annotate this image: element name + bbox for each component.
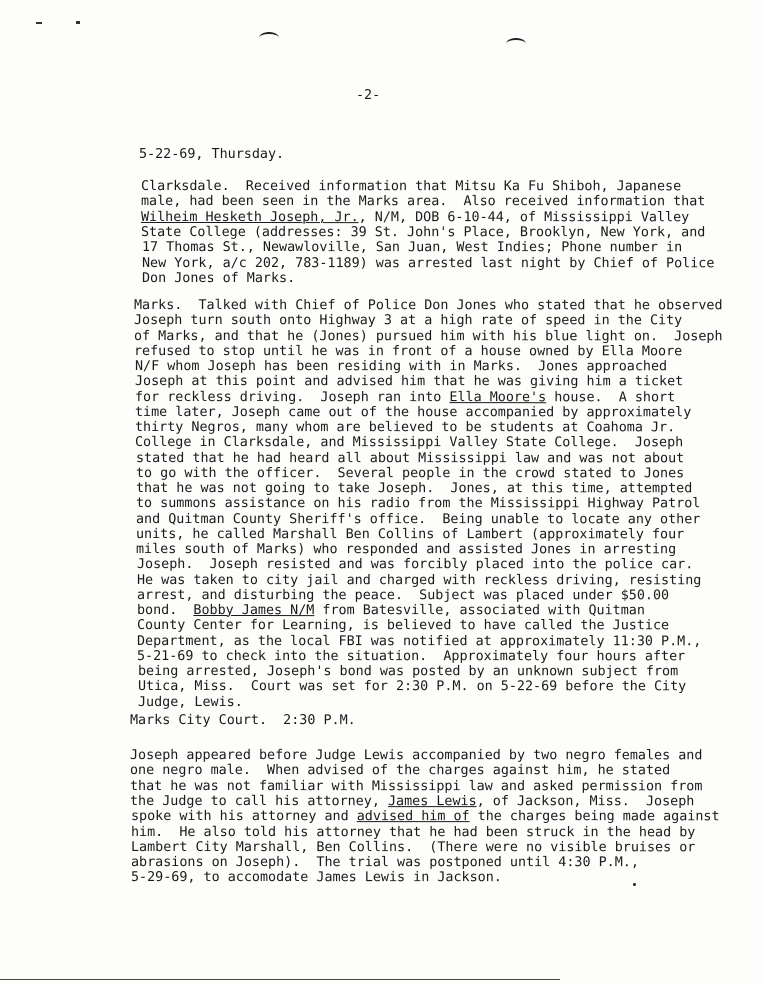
text-line: and Quitman County Sheriff's office. Being unable to locate any other [136, 511, 701, 527]
text-segment: spoke with his attorney and [130, 809, 357, 825]
text-line: thirty Negros, many whom are believed to be students at Coahoma Jr. [135, 420, 676, 436]
text-line [131, 809, 720, 824]
text-line: refused to stop until he was in front of a house owned by Ella Moore [134, 343, 683, 360]
text-line: Joseph appeared before Judge Lewis accompanied by two negro females and [129, 748, 703, 764]
text-segment: the Judge to call his attorney, [130, 793, 389, 809]
text-segment: bond. [136, 603, 194, 619]
text-line: Clarksdale. Received information that Mitsu Ka Fu Shiboh, Japanese [140, 179, 682, 195]
text-line: Marks. Talked with Chief of Police Don Jones who stated that he observed [133, 298, 723, 314]
text-line: him. He also told his attorney that he had been struck in the head by [130, 824, 696, 840]
text-line: one negro male. When advised of the charges against him, he stated [130, 763, 671, 779]
text-segment: for reckless driving. Joseph ran into [134, 389, 450, 405]
text-line: time later, Joseph came out of the house accompanied by approximately [135, 404, 692, 421]
text-line: Joseph. Joseph resisted and was forcibly placed into the police car. [136, 557, 693, 573]
stray-dot [633, 883, 636, 886]
text-segment: , of Jackson, Miss. Joseph [477, 794, 695, 810]
text-line: 5-21-69 to check into the situation. Approximately four hours after [137, 648, 686, 665]
underlined-name: Wilheim Hesketh Joseph, Jr. [141, 209, 359, 225]
punch-hole-mark-left [259, 32, 279, 44]
text-segment: the charges being made against [469, 809, 720, 825]
underlined-name: advised him of [356, 809, 470, 825]
text-line: He was taken to city jail and charged with reckless driving, resisting [136, 572, 702, 588]
text-segment: , N/M, DOB 6-10-44, of Mississippi Valley [358, 209, 690, 225]
text-line: male, had been seen in the Marks area. Also received information that [141, 194, 706, 210]
text-line: miles south of Marks) who responded and assisted Jones in arresting [136, 542, 677, 558]
text-line: County Center for Learning, is believed to have called the Justice [137, 618, 670, 634]
text-line: N/F whom Joseph has been residing with in Marks. Jones approached [134, 359, 667, 375]
text-segment: from Batesville, associated with Quitman [314, 603, 645, 619]
text-line [137, 603, 645, 618]
text-line: units, he called Marshall Ben Collins of Lambert (approximately four [136, 526, 685, 543]
text-line: of Marks, and that he (Jones) pursued him with his blue light on. Joseph [134, 328, 723, 344]
text-line: College in Clarksdale, and Mississippi Valley State College. Joseph [135, 435, 684, 451]
text-line: Judge, Lewis. [137, 694, 243, 710]
text-line: Utica, Miss. Court was set for 2:30 P.M. on 5-22-69 before the City [137, 679, 686, 695]
text-line: that he was not familiar with Mississippi law and asked permission from [130, 778, 703, 794]
text-line: Don Jones of Marks. [141, 270, 296, 286]
text-line: Marks City Court. 2:30 P.M. [129, 713, 356, 729]
text-line: stated that he had heard all about Mississippi law and was not about [135, 450, 684, 466]
text-line: New York, a/c 202, 783-1189) was arrested last night by Chief of Police [141, 255, 715, 271]
page-number: -2- [356, 88, 381, 103]
text-line: 5-29-69, to accomodate James Lewis in Jackson. [131, 870, 503, 886]
underlined-name: Bobby James N/M [193, 603, 315, 619]
text-segment: house. A short [546, 389, 676, 405]
punch-hole-mark-right [506, 38, 526, 50]
scan-speck-left [36, 22, 42, 24]
text-line: abrasions on Joseph). The trial was postponed until 4:30 P.M., [131, 855, 639, 871]
text-line: that he was not going to take Joseph. Jones, at this time, attempted [135, 481, 693, 497]
scan-speck-left-2 [76, 21, 80, 24]
bottom-rule [0, 979, 560, 980]
text-line: Lambert City Marshall, Ben Collins. (There were no visible bruises or [130, 839, 696, 856]
text-line: Joseph at this point and advised him that he was giving him a ticket [134, 374, 683, 390]
underlined-name: James Lewis [388, 793, 478, 810]
text-line [141, 210, 689, 225]
text-line: State College (addresses: 39 St. John's Place, Brooklyn, New York, and [141, 224, 706, 241]
underlined-name: Ella Moore's [449, 389, 547, 405]
text-line: arrest, and disturbing the peace. Subject was placed under $50.00 [136, 587, 669, 604]
text-line [130, 794, 694, 809]
text-line: Joseph turn south onto Highway 3 at a high rate of speed in the City [134, 313, 683, 329]
text-line: to summons assistance on his radio from the Mississippi Highway Patrol [135, 496, 701, 512]
text-line: to go with the officer. Several people in the crowd stated to Jones [135, 465, 684, 482]
text-line: 17 Thomas St., Newawloville, San Juan, West Indies; Phone number in [141, 240, 682, 256]
date-line: 5-22-69, Thursday. [139, 147, 285, 162]
text-line [135, 390, 675, 405]
text-line: Department, as the local FBI was notified at approximately 11:30 P.M., [137, 633, 702, 649]
text-line: being arrested, Joseph's bond was posted by an unknown subject from [137, 664, 678, 680]
